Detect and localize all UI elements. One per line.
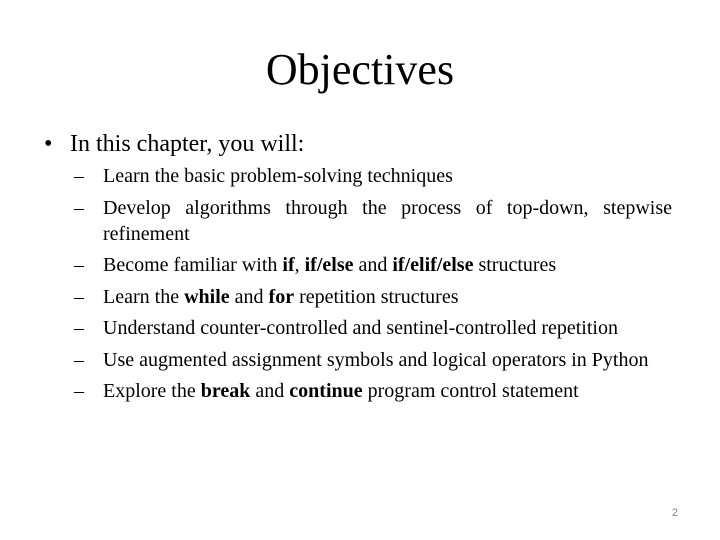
- item-text-post: repetition structures: [294, 285, 459, 308]
- keyword-if-else: if/else: [304, 254, 354, 276]
- dash-icon: –: [74, 254, 84, 276]
- keyword-break: break: [200, 380, 251, 402]
- dash-icon: –: [74, 317, 84, 339]
- item-text-mid: and: [229, 285, 269, 308]
- keyword-for: for: [268, 285, 295, 308]
- list-item: [74, 284, 672, 310]
- item-text-post: structures: [473, 254, 557, 276]
- list-item: [74, 195, 672, 247]
- item-text: Use augmented assignment symbols and logical operators in Python: [103, 348, 649, 371]
- keyword-if: if: [282, 254, 295, 276]
- list-item: [74, 163, 672, 189]
- dash-icon: –: [74, 196, 84, 219]
- item-text-pre: Explore the: [103, 380, 201, 402]
- item-text-mid: ,: [294, 254, 305, 276]
- item-text: Develop algorithms through the process of top-down, stepwise refinement: [103, 196, 672, 245]
- item-text-mid: and: [250, 380, 290, 402]
- list-item: [74, 378, 672, 404]
- item-text-post: program control statement: [362, 380, 579, 402]
- item-text-mid: and: [353, 254, 393, 276]
- item-text: Learn the basic problem-solving techniques: [103, 165, 453, 187]
- bullet-icon: •: [44, 131, 53, 157]
- keyword-while: while: [184, 285, 230, 308]
- list-item: [74, 252, 672, 278]
- keyword-if-elif-else: if/elif/else: [392, 254, 474, 276]
- item-text-pre: Become familiar with: [103, 254, 283, 276]
- list-item: [74, 315, 672, 341]
- slide-title: Objectives: [265, 45, 455, 94]
- page-number: 2: [671, 507, 678, 519]
- item-text: Understand counter-controlled and sentinel-controlled repetition: [103, 317, 618, 339]
- objectives-list: [74, 163, 672, 410]
- dash-icon: –: [74, 348, 84, 371]
- keyword-continue: continue: [289, 380, 363, 402]
- item-text-pre: Learn the: [103, 285, 185, 308]
- dash-icon: –: [74, 380, 84, 402]
- intro-text: In this chapter, you will:: [70, 131, 305, 157]
- dash-icon: –: [74, 285, 84, 308]
- list-item: [74, 347, 672, 373]
- dash-icon: –: [74, 165, 84, 187]
